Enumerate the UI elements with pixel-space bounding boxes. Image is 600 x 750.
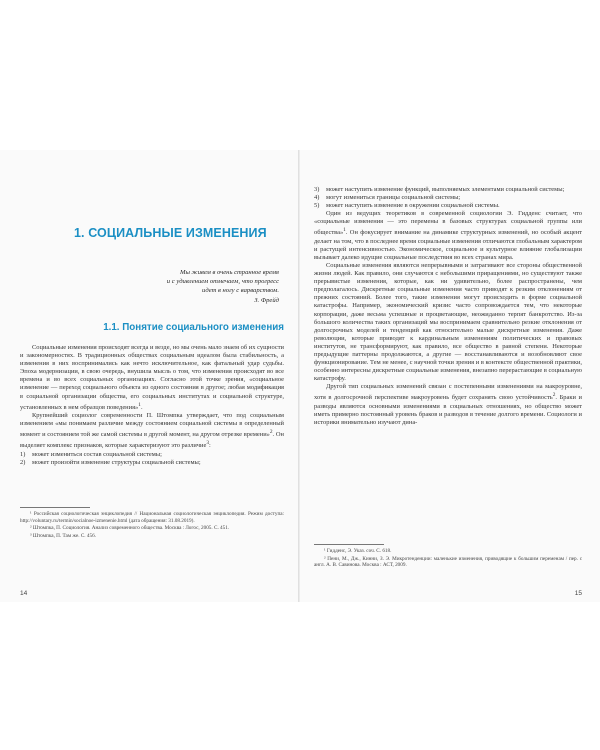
footnotes [314, 548, 582, 570]
paragraph: Другой тип социальных изменений связан с постепенными изменениями на макроуровне, хотя в долгосрочной перспективе макроуровень будет сохранять свою устойчивость$^2$. Браки и разводы являются основными изменениями в социальных отношениях, но общество может иметь примерно постоянный уровень браков и разводов в течение долгого времени. Социологи и историки внимательно изучают дина- [314, 383, 582, 426]
footnote-ref[interactable]: 1 [138, 401, 141, 408]
page-number: 15 [574, 590, 582, 597]
page-number: 14 [20, 590, 28, 597]
footnotes [20, 511, 284, 540]
list-text: может наступить изменение функций, выполняемых элементами социальной системы; [326, 186, 565, 193]
list-number: 1) [20, 450, 26, 458]
body-text [314, 186, 582, 427]
list-item [314, 194, 582, 202]
footnote-divider [20, 507, 90, 508]
list-item [20, 459, 284, 467]
right-page [300, 150, 600, 602]
footnote: ¹ Гидденс, Э. Указ. соч. С. 618. [324, 548, 392, 554]
body-text [20, 344, 284, 467]
list-number: 3) [314, 186, 320, 193]
footnote-divider [314, 544, 384, 545]
footnote-ref[interactable]: 3 [206, 440, 210, 447]
list-number: 4) [314, 194, 320, 202]
list-item [314, 202, 582, 210]
paragraph: Социальные изменения являются непрерывными и затрагивают все стороны общественной жизни людей. Как правило, они случаются с небольшими приращениями, но существуют также прерывистые изменения, которые, как ни удивительно, более распространены, чем предполагалось. Дискретные социальные изменения часто приводят к резким отклонениям от прежних состояний. Более того, такие изменения могут происходить в форме социальной катастрофы. Например, экономический кризис часто сопровождается тем, что некоторые корпорации, даже весьма успешные и процветающие, неожиданно терпят банкротство. Из-за большого количества таких организаций мы воспринимаем сравнительно резкие отклонения от долгосрочных моделей и тенденций как относительно малые дискретные изменения. Даже революции, которые приводят к кардинальным изменениям политических и правовых институтов, не трансформируют, как правило, все общество в равной степени. Некоторые предыдущие паттерны продолжаются, а другие — восстанавливаются и возобновляют свое функционирование. Тем не менее, с научной точки зрения и в контексте общественной практики, особенно интересны дискретные социальные изменения, внезапно перерастающие в социальную катастрофу. [314, 261, 582, 383]
footnote-ref[interactable]: 2 [269, 429, 273, 436]
left-page [0, 150, 299, 602]
footnote-ref[interactable]: 1 [343, 227, 346, 234]
epigraph [59, 268, 279, 305]
list-text: может произойти изменение структуры социальной системы; [32, 458, 201, 466]
epigraph-line: Мы живем в очень странное время [179, 269, 279, 276]
chapter-title: 1. СОЦИАЛЬНЫЕ ИЗМЕНЕНИЯ [74, 226, 267, 240]
paragraph: Социальные изменения происходят всегда и везде, но мы очень мало знаем об их сущности и закономерностях. В традиционных обществах социальным идеалом была стабильность, а изменения в них воспринимались как нечто исключительное, как фатальный удар судьбы. Эпоха модернизации, в свою очередь, внушила мысль о том, что изменения происходят во все времена и во всех социальных организациях. Согласно этой точке зрения, «социальное изменение — переход социального объекта из одного состояния в другое; любая модификация в социальной организации общества, его социальных институтах и социальной структуре, установленных в нем образцов поведения»$^1$. [20, 344, 284, 411]
section-title: 1.1. Понятие социального изменения [103, 322, 284, 333]
epigraph-author: З. Фрейд [254, 296, 279, 304]
list-item [20, 451, 284, 459]
footnote: ³ Штомпка, П. Там же. С. 456. [30, 532, 96, 539]
list-item [314, 186, 582, 194]
paragraph: Крупнейший социолог современности П. Штомпка утверждает, что под социальным изменением «мы понимаем различие между состоянием социальной системы в определенный момент и состоянием той же самой системы в другой момент, на другом отрезке времени»$^2$. Он выделяет комплекс признаков, которые характеризуют это различие$^3$: [20, 411, 284, 450]
book-spread [0, 150, 600, 602]
footnote: ² Штомпка, П. Социология. Анализ современного общества. Москва : Логос, 2005. С. 451. [30, 525, 230, 532]
epigraph-line: и с удивлением отмечаем, что прогресс [166, 278, 279, 286]
footnote: ² Пени, М., Дж., Кинни, З. Э. Микротенденции: маленькие изменения, приводящие к большим переменам / пер. с англ. А. В. Савинова. Москва : АСТ, 2009. [314, 555, 582, 569]
epigraph-line: идет в ногу с варварством. [202, 287, 279, 295]
list-text: может измениться состав социальной системы; [32, 450, 162, 458]
list-number: 5) [314, 202, 320, 210]
list-text: могут измениться границы социальной системы; [326, 194, 461, 202]
footnote-ref[interactable]: 2 [552, 392, 556, 399]
list-text: может наступить изменение в окружении социальной системы. [326, 202, 500, 210]
paragraph: Один из ведущих теоретиков в современной социологии Э. Гидденс считает, что «социальные изменения — это перемены в базовых структурах социальной группы или общества»$^1$. Он фокусирует внимание на динамике структурных изменений, но особый акцент делает на том, что в последнее время социальные изменения отличаются глобальным характером и растущей интенсивностью. Экономическое, социальное и культурное влияние глобализации вызывает далеко идущие социальные последствия во всех странах мира. [314, 210, 582, 261]
footnote: ¹ Российская социологическая энциклопедия // Национальная социологическая энциклопедия. Режим доступа: http://voluntary.ru/termin/socialnoe-izmenenie.html (дата обращения: 31.08.2019). [20, 511, 284, 524]
list-number: 2) [20, 458, 26, 466]
